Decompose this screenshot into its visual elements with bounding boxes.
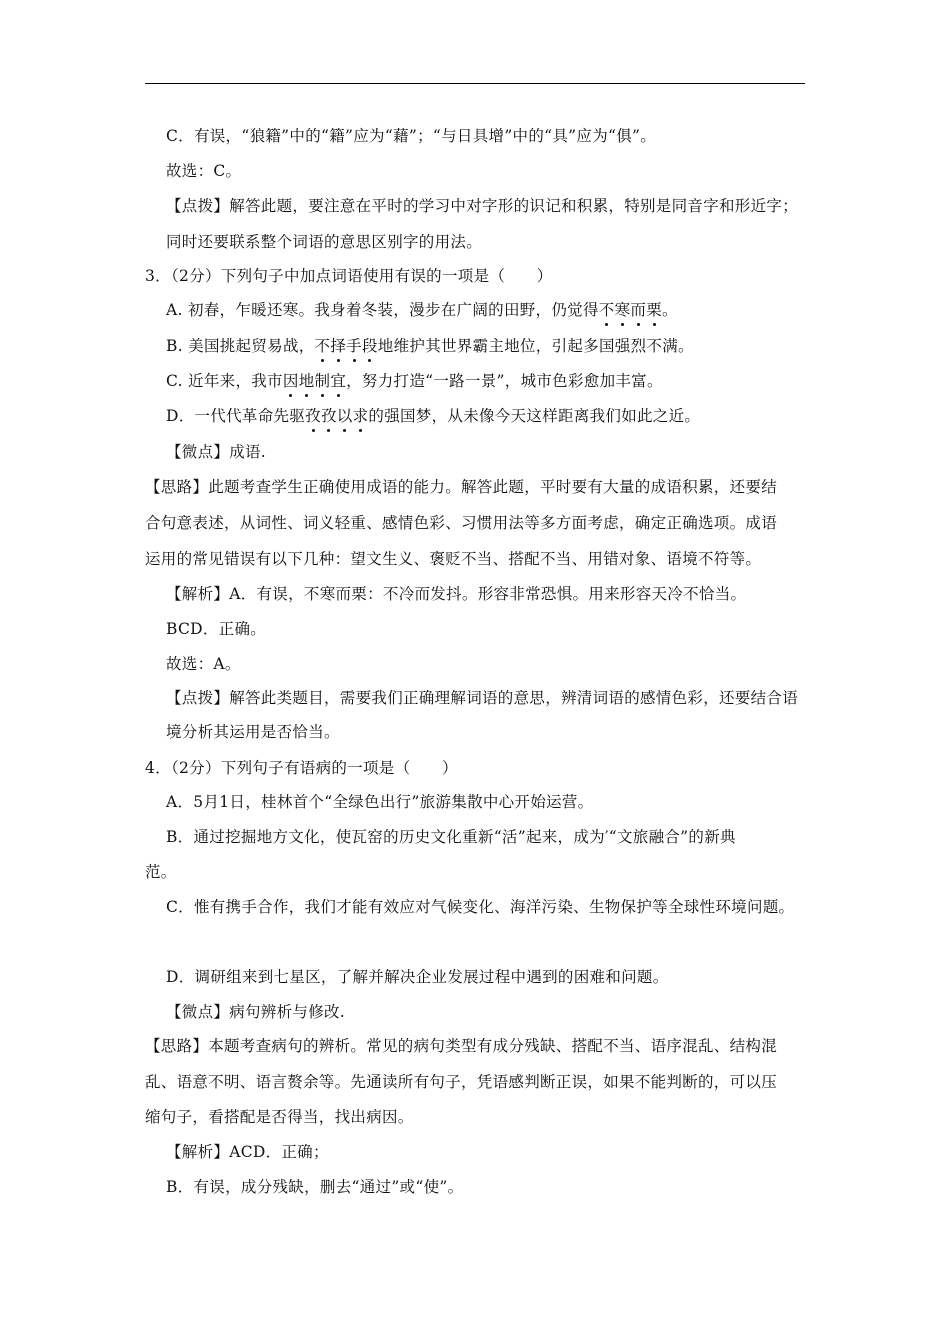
q2-answer: 故选：C。 <box>166 162 242 180</box>
q2-tip-line-2: 同时还要联系整个词语的意思区别字的用法。 <box>166 233 483 251</box>
q4-option-b-line-1: B．通过挖掘地方文化，使瓦窑的历史文化重新“活”起来，成为′“文旅融合”的新典 <box>166 828 736 846</box>
q3-stem: 3．（2分）下列句子中加点词语使用有误的一项是（ ） <box>145 267 553 285</box>
q2-option-c-analysis: C．有误，“狼籍”中的“籍”应为“藉”；“与日具增”中的“具”应为“俱”。 <box>166 127 657 145</box>
q4-weidian: 【微点】病句辨析与修改. <box>166 1003 346 1021</box>
q3-option-b: B. 美国挑起贸易战，不择手段地维护其世界霸主地位，引起多国强烈不满。 <box>166 337 694 355</box>
q4-option-b-line-2: 范。 <box>145 863 177 881</box>
q4-silu-line-1: 【思路】本题考查病句的辨析。常见的病句类型有成分残缺、搭配不当、语序混乱、结构混 <box>145 1037 778 1055</box>
q3-jiexi-line-2: BCD．正确。 <box>166 620 267 638</box>
q3-jiexi-line-1: 【解析】A．有误，不寒而栗：不冷而发抖。形容非常恐惧。用来形容天冷不恰当。 <box>166 585 747 603</box>
q4-option-c: C．惟有携手合作，我们才能有效应对气候变化、海洋污染、生物保护等全球性环境问题。 <box>166 898 795 916</box>
q3-tip-line-1: 【点拨】解答此类题目，需要我们正确理解词语的意思，辨清词语的感情色彩，还要结合语 <box>166 689 799 707</box>
q2-tip-line-1: 【点拨】解答此题，要注意在平时的学习中对字形的识记和积累，特别是同音字和形近字； <box>166 197 799 215</box>
q4-jiexi-line-1: 【解析】ACD．正确； <box>166 1143 329 1161</box>
q4-option-d: D．调研组来到七星区，了解并解决企业发展过程中遇到的困难和问题。 <box>166 968 669 986</box>
q4-option-a: A．5月1日，桂林首个“全绿色出行”旅游集散中心开始运营。 <box>166 793 594 811</box>
q3-option-a: A. 初春，乍暖还寒。我身着冬装，漫步在广阔的田野，仍觉得不寒而栗。 <box>166 301 678 319</box>
q3-silu-line-2: 合句意表述，从词性、词义轻重、感情色彩、习惯用法等多方面考虑，确定正确选项。成语 <box>145 514 778 532</box>
q4-stem: 4．（2分）下列句子有语病的一项是（ ） <box>145 759 458 777</box>
q3-silu-line-3: 运用的常见错误有以下几种：望文生义、褒贬不当、搭配不当、用错对象、语境不符等。 <box>145 550 762 568</box>
q4-silu-line-2: 乱、语意不明、语言赘余等。先通读所有句子，凭语感判断正误，如果不能判断的，可以压 <box>145 1073 778 1091</box>
q3-answer: 故选：A。 <box>166 655 241 673</box>
q3-silu-line-1: 【思路】此题考查学生正确使用成语的能力。解答此题，平时要有大量的成语积累，还要结 <box>145 478 778 496</box>
q3-option-c: C. 近年来，我市因地制宜，努力打造“一路一景”，城市色彩愈加丰富。 <box>166 372 663 390</box>
q3-option-d: D．一代代革命先驱孜孜以求的强国梦，从未像今天这样距离我们如此之近。 <box>166 407 701 425</box>
q4-silu-line-3: 缩句子，看搭配是否得当，找出病因。 <box>145 1108 414 1126</box>
q3-tip-line-2: 境分析其运用是否恰当。 <box>166 723 340 741</box>
header-rule <box>145 83 805 84</box>
q3-weidian: 【微点】成语. <box>166 443 267 461</box>
q4-jiexi-line-2: B．有误，成分残缺，删去“通过”或“使”。 <box>166 1178 464 1196</box>
